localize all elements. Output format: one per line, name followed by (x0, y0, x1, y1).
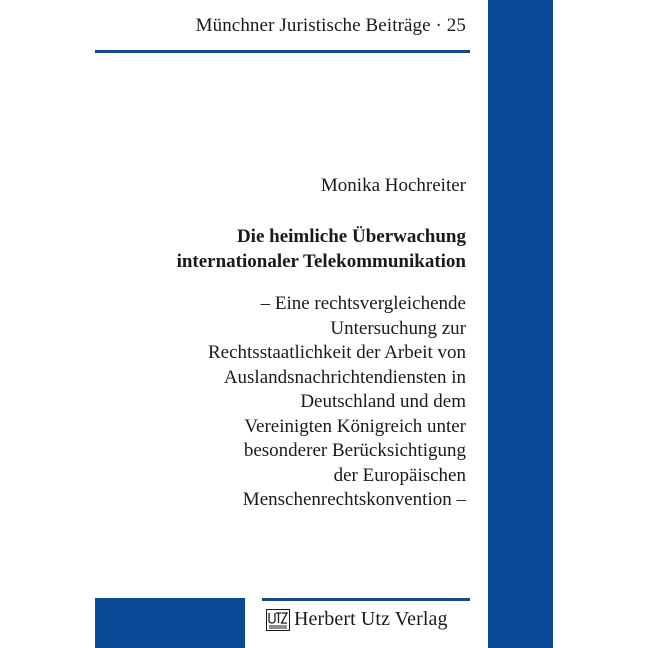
main-title-line: internationaler Telekommunikation (176, 251, 466, 272)
publisher-rule (262, 598, 470, 601)
bottom-blue-block (95, 598, 245, 648)
subtitle-line: der Europäischen (333, 464, 466, 486)
subtitle-line: Untersuchung zur (330, 317, 466, 339)
subtitle-line: Vereinigten Königreich unter (244, 415, 466, 437)
subtitle-line: Rechtsstaatlichkeit der Arbeit von (207, 342, 466, 363)
main-title (177, 224, 466, 274)
subtitle (208, 292, 466, 513)
utz-logo-icon (266, 609, 290, 631)
subtitle-line: – Eine rechtsvergleichende (260, 293, 466, 314)
publisher-name: Herbert Utz Verlag (294, 608, 448, 630)
subtitle-line: besonderer Berücksichtigung (243, 440, 466, 461)
top-rule (95, 50, 470, 53)
series-title: Münchner Juristische Beiträge · 25 (195, 15, 466, 36)
subtitle-line: Menschenrechtskonvention – (242, 489, 466, 510)
subtitle-line: Deutschland und dem (300, 391, 466, 412)
subtitle-line: Auslandsnachrichtendiensten in (223, 366, 466, 388)
publisher (266, 608, 448, 631)
cover-blue-stripe (488, 0, 553, 648)
main-title-line: Die heimliche Überwachung (236, 226, 466, 247)
author-name: Monika Hochreiter (320, 175, 466, 196)
